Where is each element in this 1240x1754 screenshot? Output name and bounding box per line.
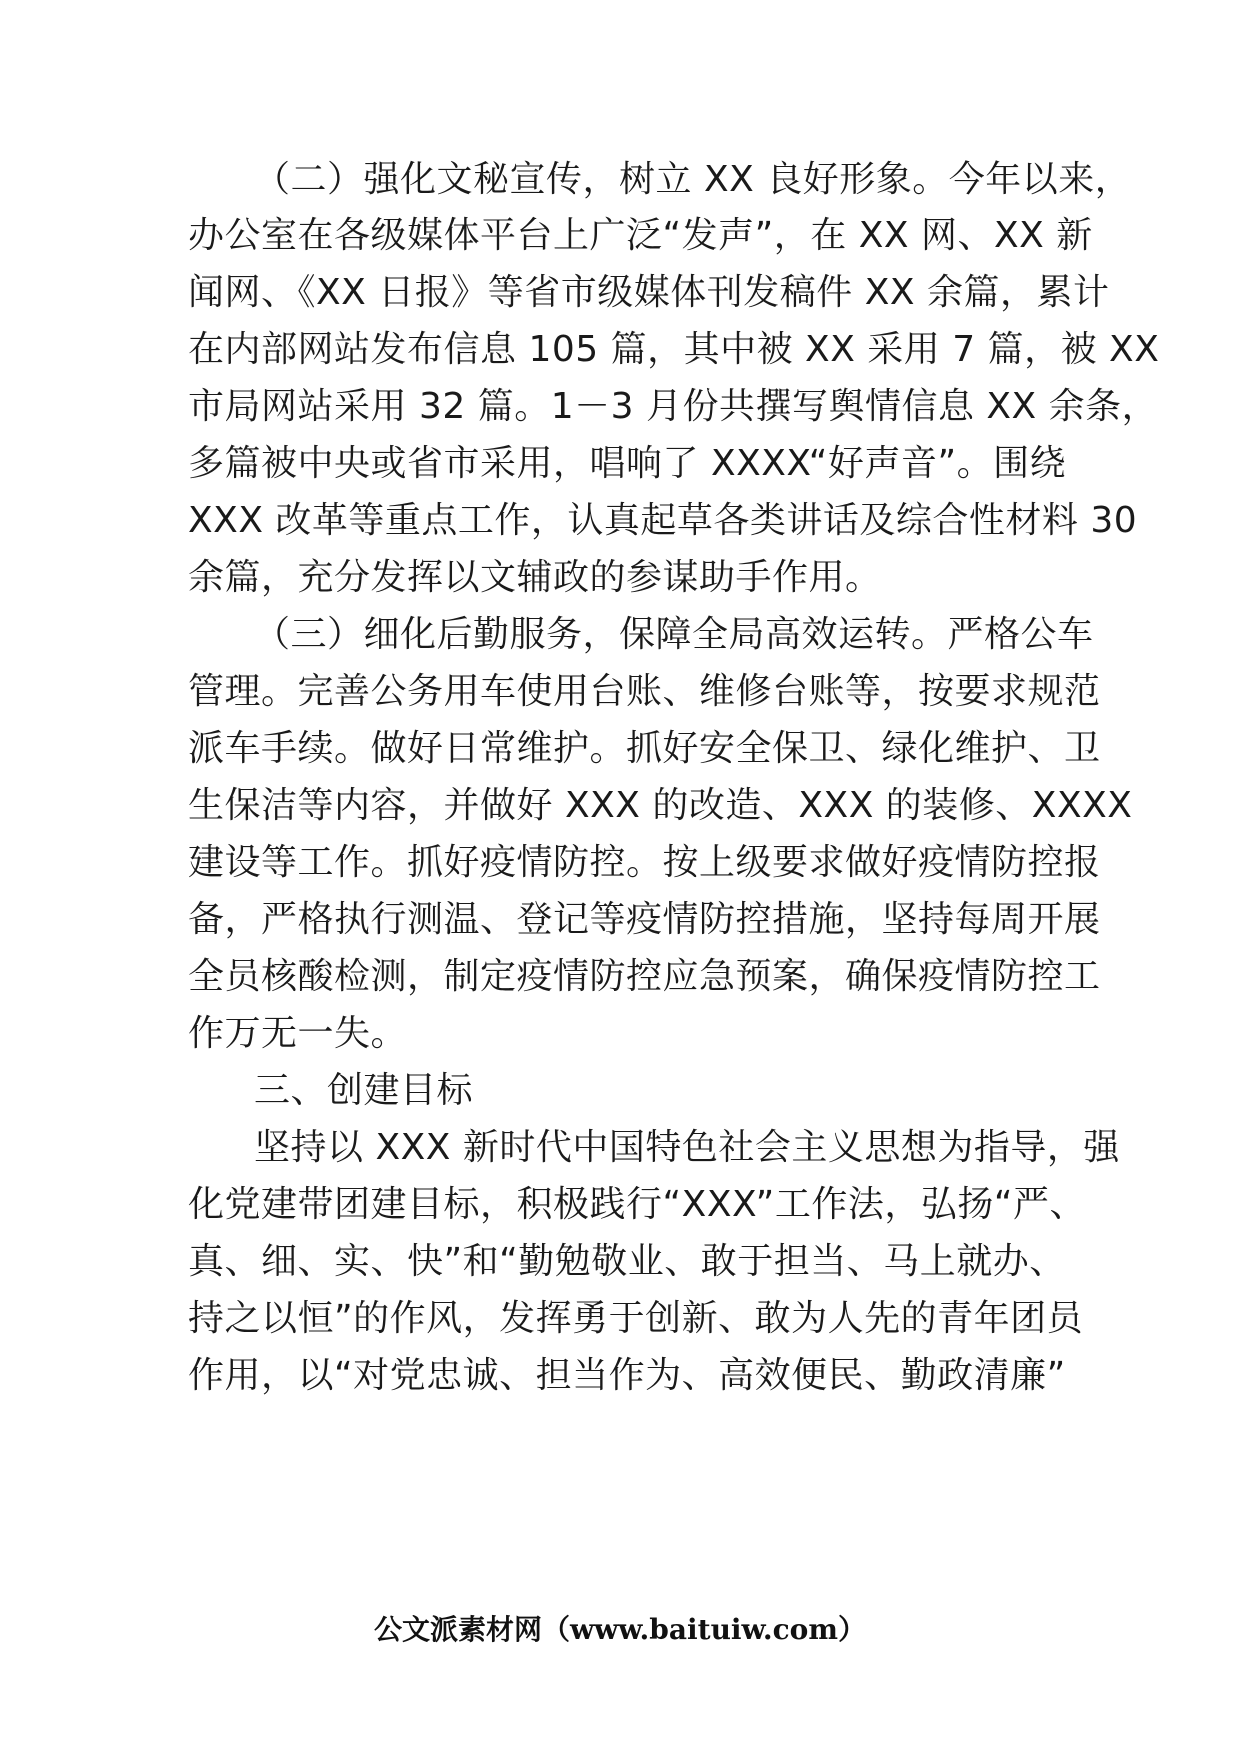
footer-watermark: 公文派素材网（www.baituiw.com） <box>374 1613 866 1646</box>
paragraph-line: 办公室在各级媒体平台上广泛“发声”，在 XX 网、XX 新 <box>188 215 1093 256</box>
paragraph-line: 坚持以 XXX 新时代中国特色社会主义思想为指导，强 <box>254 1127 1120 1168</box>
paragraph-line: 全员核酸检测，制定疫情防控应急预案，确保疫情防控工 <box>188 956 1101 997</box>
paragraph-line: 化党建带团建目标，积极践行“XXX”工作法，弘扬“严、 <box>188 1184 1086 1225</box>
paragraph-line: 持之以恒”的作风，发挥勇于创新、敢为人先的青年团员 <box>188 1298 1084 1339</box>
paragraph-line: 余篇，充分发挥以文辅政的参谋助手作用。 <box>188 557 882 598</box>
paragraph-line: 派车手续。做好日常维护。抓好安全保卫、绿化维护、卫 <box>188 728 1101 769</box>
paragraph-line: （二）强化文秘宣传，树立 XX 良好形象。今年以来， <box>254 159 1132 200</box>
paragraph-line: 多篇被中央或省市采用，唱响了 XXXX“好声音”。围绕 <box>188 443 1067 484</box>
paragraph-line: 在内部网站发布信息 105 篇，其中被 XX 采用 7 篇，被 XX <box>188 329 1160 370</box>
paragraph-line: 作用，以“对党忠诚、担当作为、高效便民、勤政清廉” <box>188 1355 1066 1396</box>
paragraph-line: 闻网、《XX 日报》等省市级媒体刊发稿件 XX 余篇，累计 <box>188 272 1110 313</box>
paragraph-line: 市局网站采用 32 篇。1－3 月份共撰写舆情信息 XX 余条， <box>188 386 1159 427</box>
paragraph-line: XXX 改革等重点工作，认真起草各类讲话及综合性材料 30 <box>188 500 1138 541</box>
paragraph-line: 管理。完善公务用车使用台账、维修台账等，按要求规范 <box>188 671 1101 712</box>
paragraph-line: 备，严格执行测温、登记等疫情防控措施，坚持每周开展 <box>188 899 1101 940</box>
paragraph-line: 真、细、实、快”和“勤勉敬业、敢于担当、马上就办、 <box>188 1241 1066 1282</box>
paragraph-line: 建设等工作。抓好疫情防控。按上级要求做好疫情防控报 <box>188 842 1101 883</box>
paragraph-line: （三）细化后勤服务，保障全局高效运转。严格公车 <box>254 614 1094 655</box>
paragraph-line: 生保洁等内容，并做好 XXX 的改造、XXX 的装修、XXXX <box>188 785 1133 826</box>
section-heading: 三、创建目标 <box>254 1070 474 1111</box>
paragraph-line: 作万无一失。 <box>188 1013 408 1054</box>
